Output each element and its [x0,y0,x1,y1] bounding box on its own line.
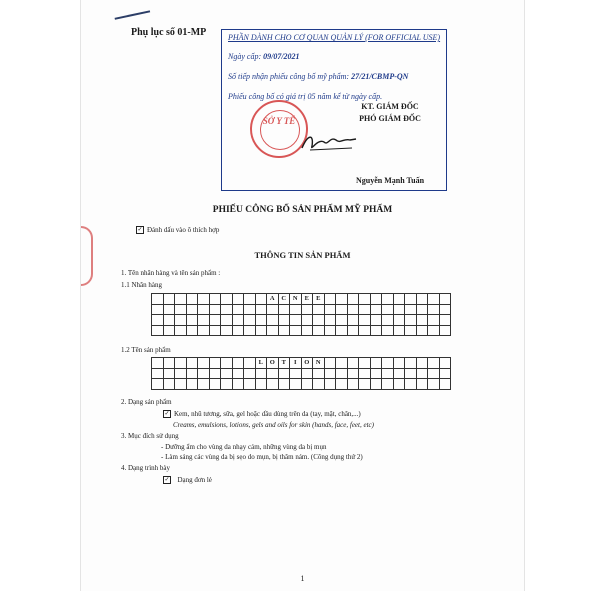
grid-cell [267,325,279,336]
item2-option-row [163,410,361,418]
grid-cell [382,304,394,315]
grid-cell [313,325,325,336]
grid-cell [255,379,267,390]
grid-cell [244,304,256,315]
grid-cell [221,325,233,336]
grid-cell [336,294,348,305]
grid-row [152,368,451,379]
grid-cell [232,325,244,336]
grid-cell [324,304,336,315]
grid-cell [209,325,221,336]
item4-label: 4. Dạng trình bày [121,464,170,472]
grid-cell [428,368,440,379]
grid-cell [186,368,198,379]
grid-cell: A [267,294,279,305]
grid-cell [221,368,233,379]
brand-name-grid [151,293,451,336]
grid-cell [278,325,290,336]
grid-cell [175,379,187,390]
grid-cell [324,294,336,305]
item4-text: Dạng đơn lẻ [177,476,212,484]
grid-cell [209,368,221,379]
grid-cell [163,315,175,326]
grid-cell [313,315,325,326]
grid-cell [244,368,256,379]
grid-cell [428,315,440,326]
official-use-title: PHẦN DÀNH CHO CƠ QUAN QUẢN LÝ (FOR OFFICIAL USE) [228,33,441,42]
grid-cell [186,379,198,390]
grid-cell [359,325,371,336]
grid-cell [255,368,267,379]
item2-text-en: Creams, emulsions, lotions, gels and oils for skin (hands, face, feet, etc) [173,421,374,429]
grid-cell [221,294,233,305]
grid-cell [336,368,348,379]
grid-cell [439,368,451,379]
grid-cell [359,368,371,379]
check-instruction: Đánh dấu vào ô thích hợp [147,226,220,234]
grid-cell [382,294,394,305]
grid-cell [290,379,302,390]
grid-cell [324,358,336,369]
document-page [80,0,525,591]
item1-1-label: 1.1 Nhãn hàng [121,281,163,289]
grid-cell [359,379,371,390]
grid-cell [336,358,348,369]
grid-cell [370,368,382,379]
grid-cell [439,294,451,305]
receipt-row [228,72,408,81]
grid-cell [267,304,279,315]
grid-row [152,379,451,390]
grid-cell [428,304,440,315]
grid-cell [163,358,175,369]
grid-cell: C [278,294,290,305]
grid-cell [382,358,394,369]
grid-cell: O [267,358,279,369]
grid-cell [198,379,210,390]
grid-cell [163,294,175,305]
grid-cell [186,294,198,305]
grid-cell [255,315,267,326]
grid-cell [186,358,198,369]
grid-cell [359,315,371,326]
grid-cell [232,315,244,326]
signature-mark [300,130,358,156]
grid-cell [152,294,164,305]
grid-cell [382,325,394,336]
grid-cell [347,368,359,379]
grid-cell [336,379,348,390]
grid-cell [301,368,313,379]
grid-cell [209,304,221,315]
grid-cell [186,304,198,315]
grid-cell [347,294,359,305]
item3-line1: - Dưỡng ẩm cho vùng da nhạy cảm, những vùng da bị mụn [161,443,327,451]
grid-cell [244,315,256,326]
grid-cell [370,315,382,326]
grid-row [152,294,451,305]
annex-label: Phụ lục số 01-MP [131,27,207,38]
grid-cell [393,358,405,369]
product-name-grid [151,357,451,390]
grid-cell [244,379,256,390]
grid-cell: L [255,358,267,369]
grid-cell [405,325,417,336]
grid-cell [278,315,290,326]
grid-cell [416,315,428,326]
pen-mark [115,10,152,25]
grid-cell [347,379,359,390]
receipt-label: Số tiếp nhận phiếu công bố mỹ phẩm: [228,72,350,81]
grid-cell [370,379,382,390]
grid-cell [163,304,175,315]
page-number: 1 [300,574,305,583]
grid-cell [405,379,417,390]
item2-label: 2. Dạng sản phẩm [121,398,172,406]
grid-cell [278,304,290,315]
grid-cell [163,379,175,390]
grid-cell [186,325,198,336]
grid-cell [232,358,244,369]
item1-2-label: 1.2 Tên sản phẩm [121,346,171,354]
grid-cell [336,325,348,336]
grid-cell [244,358,256,369]
grid-cell: O [301,358,313,369]
grid-cell [232,304,244,315]
grid-cell [428,294,440,305]
grid-cell [428,379,440,390]
grid-cell [175,315,187,326]
grid-cell [393,368,405,379]
grid-cell [290,325,302,336]
signer-name: Nguyễn Mạnh Tuấn [355,176,425,185]
grid-cell [232,379,244,390]
grid-cell: T [278,358,290,369]
grid-cell [336,315,348,326]
grid-cell [336,304,348,315]
grid-cell [416,379,428,390]
grid-cell [359,358,371,369]
grid-cell [290,304,302,315]
grid-cell [209,315,221,326]
grid-cell [382,368,394,379]
grid-cell [439,304,451,315]
grid-cell [416,304,428,315]
grid-cell [244,325,256,336]
grid-cell [198,358,210,369]
grid-cell [255,294,267,305]
grid-cell [416,358,428,369]
grid-cell [152,304,164,315]
grid-cell [221,379,233,390]
grid-cell: I [290,358,302,369]
grid-cell [347,325,359,336]
grid-cell [393,294,405,305]
check-instruction-row [136,226,219,234]
grid-cell [439,315,451,326]
grid-cell [301,315,313,326]
grid-cell [439,358,451,369]
grid-cell [209,358,221,369]
grid-cell [313,379,325,390]
grid-cell [313,368,325,379]
grid-row [152,358,451,369]
grid-cell [152,379,164,390]
issue-date-label: Ngày cấp: [228,52,262,61]
grid-cell [439,325,451,336]
grid-cell [255,304,267,315]
grid-cell [382,315,394,326]
grid-cell: E [313,294,325,305]
grid-cell [152,315,164,326]
grid-cell [405,315,417,326]
grid-cell [198,368,210,379]
grid-cell [232,368,244,379]
grid-cell [359,294,371,305]
grid-cell [186,315,198,326]
official-use-box [221,29,447,191]
grid-cell [175,304,187,315]
grid-cell [301,304,313,315]
checked-box-icon: ✓ [164,477,170,484]
item4-option-row [163,476,212,484]
section-title: THÔNG TIN SẢN PHẨM [254,250,351,260]
item3-label: 3. Mục đích sử dụng [121,432,179,440]
grid-cell [267,379,279,390]
grid-cell [198,294,210,305]
grid-cell [221,358,233,369]
grid-cell: N [313,358,325,369]
grid-row [152,315,451,326]
grid-cell [255,325,267,336]
grid-cell [382,379,394,390]
grid-cell [163,368,175,379]
grid-cell [175,325,187,336]
grid-cell: N [290,294,302,305]
receipt-value: 27/21/CBMP-QN [351,72,409,81]
item1-label: 1. Tên nhãn hàng và tên sản phẩm : [121,269,221,277]
grid-cell [416,294,428,305]
grid-cell [405,304,417,315]
grid-cell [278,379,290,390]
grid-cell [370,358,382,369]
grid-cell [370,304,382,315]
grid-cell [175,294,187,305]
grid-cell [416,368,428,379]
grid-cell [393,315,405,326]
grid-cell [393,304,405,315]
grid-cell [209,379,221,390]
grid-cell [405,358,417,369]
grid-cell [416,325,428,336]
grid-cell [175,358,187,369]
grid-cell [324,368,336,379]
grid-row [152,325,451,336]
grid-cell [232,294,244,305]
issue-date-value: 09/07/2021 [263,52,300,61]
checked-box-icon: ✓ [164,411,170,418]
grid-cell [163,325,175,336]
grid-cell [301,325,313,336]
item3-line2: - Làm sáng các vùng da bị sẹo do mụn, bị thâm nám. (Công dụng thứ 2) [161,453,363,461]
grid-cell [221,304,233,315]
grid-cell [370,325,382,336]
grid-cell [370,294,382,305]
grid-cell [198,304,210,315]
item2-text: Kem, nhũ tương, sữa, gel hoặc dầu dùng trên da (tay, mặt, chân,...) [174,410,361,418]
grid-cell [359,304,371,315]
grid-cell: E [301,294,313,305]
grid-cell [198,315,210,326]
grid-cell [152,368,164,379]
grid-cell [301,379,313,390]
form-title: PHIẾU CÔNG BỐ SẢN PHẨM MỸ PHẨM [212,205,393,215]
grid-cell [290,315,302,326]
grid-cell [267,315,279,326]
issue-date-row [228,52,300,61]
grid-cell [405,368,417,379]
grid-cell [393,379,405,390]
grid-cell [267,368,279,379]
signer-title-2: PHÓ GIÁM ĐỐC [359,114,421,123]
grid-cell [347,315,359,326]
validity-text: Phiếu công bố có giá trị 05 năm kể từ ngày cấp. [228,92,383,101]
grid-cell [405,294,417,305]
grid-cell [428,358,440,369]
grid-cell [313,304,325,315]
grid-cell [428,325,440,336]
grid-row [152,304,451,315]
grid-cell [439,379,451,390]
grid-cell [347,358,359,369]
grid-cell [324,379,336,390]
grid-cell [152,325,164,336]
grid-cell [290,368,302,379]
signer-title-1: KT. GIÁM ĐỐC [361,102,419,111]
grid-cell [152,358,164,369]
grid-cell [209,294,221,305]
grid-cell [324,325,336,336]
grid-cell [221,315,233,326]
stamp-text: SỞ Y TẾ [262,116,296,126]
grid-cell [244,294,256,305]
grid-cell [175,368,187,379]
checked-box-icon: ✓ [137,227,143,234]
grid-cell [393,325,405,336]
grid-cell [347,304,359,315]
grid-cell [198,325,210,336]
grid-cell [278,368,290,379]
grid-cell [324,315,336,326]
